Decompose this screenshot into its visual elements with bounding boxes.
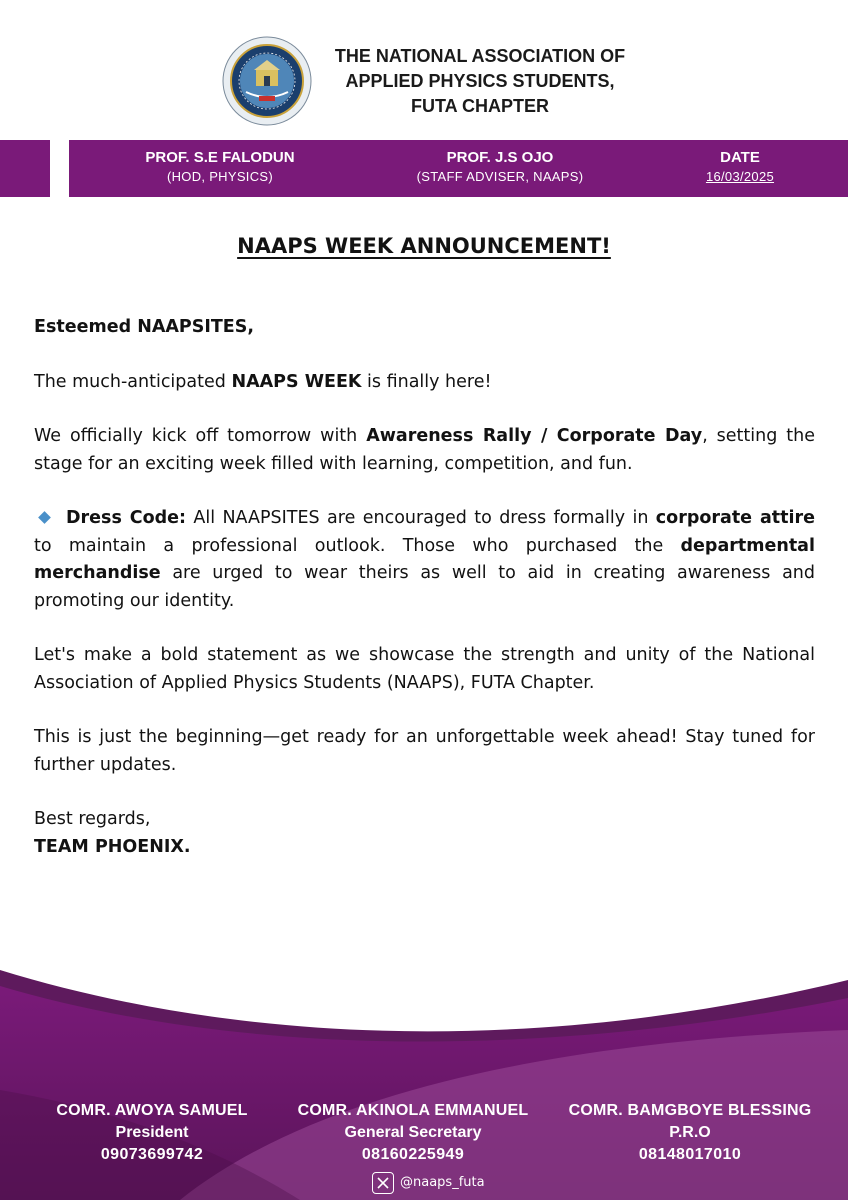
hod-role: (HOD, PHYSICS) [166, 169, 274, 184]
dress-code-text-3: are urged to wear theirs as well to aid in creating awareness and promoting our identity. [34, 563, 815, 611]
paragraph-intro [34, 369, 815, 397]
date-value: 16/03/2025 [705, 169, 775, 184]
general-secretary-phone: 08160225949 [361, 1146, 465, 1163]
band-accent-block [0, 140, 50, 197]
org-title-line-3: FUTA CHAPTER [411, 96, 549, 116]
general-secretary-name: COMR. AKINOLA EMMANUEL [297, 1102, 529, 1119]
staff-adviser-name: PROF. J.S OJO [446, 149, 554, 166]
signature-text [34, 834, 815, 862]
org-title-line-2: APPLIED PHYSICS STUDENTS, [345, 71, 615, 91]
contact-general-secretary [286, 1100, 540, 1166]
general-secretary-position: General Secretary [344, 1124, 482, 1141]
intro-text-end: is finally here! [361, 371, 492, 392]
president-phone: 09073699742 [100, 1146, 204, 1163]
diamond-bullet-icon [38, 511, 51, 524]
x-logo-icon [372, 1172, 394, 1194]
closing-text: Best regards, [34, 809, 151, 829]
date-block [680, 148, 800, 186]
dress-code-label: Dress Code: [66, 508, 187, 528]
staff-adviser-officer [388, 148, 612, 186]
dress-code-bold-1: corporate attire [655, 508, 815, 528]
contact-pro [560, 1100, 820, 1166]
organization-title [320, 44, 640, 119]
social-handle [372, 1172, 485, 1194]
paragraph-kickoff [34, 423, 815, 478]
announcement-body [34, 314, 815, 861]
social-handle-text: @naaps_futa [400, 1175, 485, 1190]
dress-code-text-2: to maintain a professional outlook. Those who purchased the [34, 535, 681, 556]
dress-code-bold-2: departmental merchandise [34, 535, 815, 583]
salutation-text: Esteemed NAAPSITES, [34, 317, 255, 337]
salutation [34, 314, 815, 342]
contact-president [40, 1100, 264, 1166]
president-position: President [115, 1124, 189, 1141]
kickoff-text: We officially kick off tomorrow with [34, 426, 367, 446]
dress-code-text-1: All NAAPSITES are encouraged to dress formally in [186, 508, 656, 528]
kickoff-bold: Awareness Rally / Corporate Day [366, 426, 703, 446]
intro-text: The much-anticipated [34, 371, 232, 392]
staff-adviser-role: (STAFF ADVISER, NAAPS) [416, 169, 584, 184]
announcement-title: NAAPS WEEK ANNOUNCEMENT! [237, 234, 611, 258]
signature-block [34, 806, 815, 861]
team-name: TEAM PHOENIX. [34, 836, 191, 857]
pro-position: P.R.O [669, 1124, 711, 1141]
pro-name: COMR. BAMGBOYE BLESSING [568, 1102, 812, 1119]
president-name: COMR. AWOYA SAMUEL [56, 1102, 248, 1119]
paragraph-statement: Let's make a bold statement as we showcase the strength and unity of the National Association of Applied Physics Students (NAAPS), FUTA Chapter. [34, 645, 815, 693]
pro-phone: 08148017010 [638, 1146, 742, 1163]
association-logo [222, 36, 312, 126]
paragraph-closing: This is just the beginning—get ready for an unforgettable week ahead! Stay tuned for further updates. [34, 727, 815, 775]
hod-name: PROF. S.E FALODUN [145, 149, 295, 166]
intro-bold: NAAPS WEEK [231, 371, 362, 392]
org-title-line-1: THE NATIONAL ASSOCIATION OF [334, 46, 626, 66]
hod-officer [120, 148, 320, 186]
date-label: DATE [720, 149, 760, 166]
paragraph-dress-code [34, 505, 815, 615]
kickoff-text-end: , setting the stage for an exciting week filled with learning, competition, and fun. [34, 426, 815, 474]
